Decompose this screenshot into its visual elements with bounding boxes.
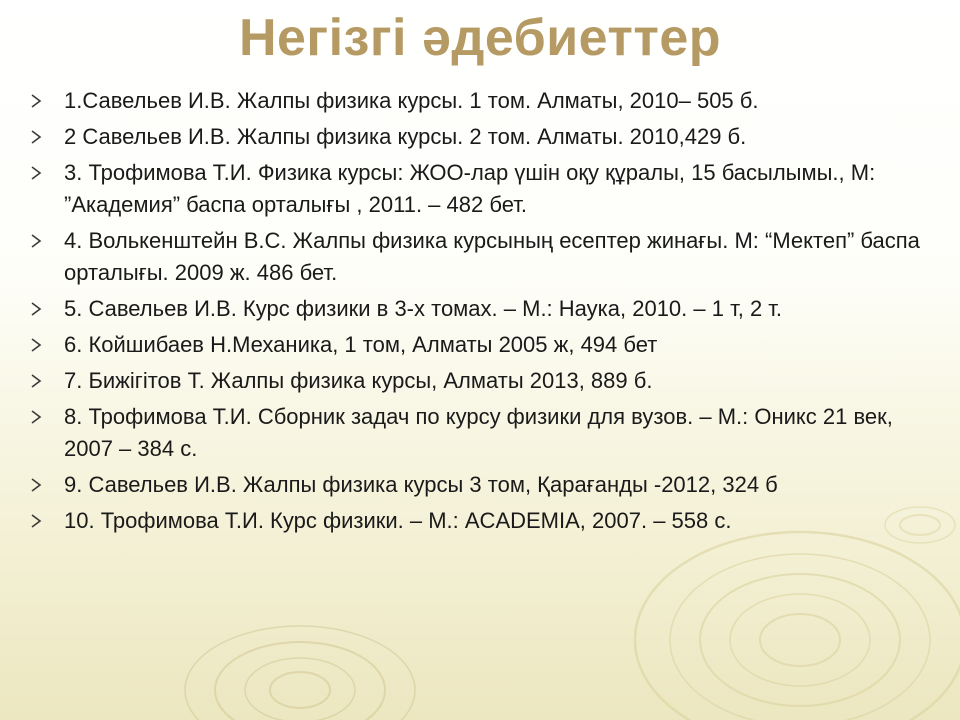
reference-text: 3. Трофимова Т.И. Физика курсы: ЖОО-лар үшін оқу құралы, 15 басылымы., М: ”Академия” баспа орталығы , 2011. – 482 бет. (64, 160, 876, 217)
reference-list (30, 85, 945, 541)
reference-item (30, 329, 945, 361)
reference-item (30, 401, 945, 465)
arrow-bullet-icon (30, 122, 44, 152)
arrow-bullet-icon (30, 86, 44, 116)
arrow-bullet-icon (30, 158, 44, 188)
arrow-bullet-icon (30, 366, 44, 396)
reference-text: 5. Савельев И.В. Курс физики в 3-х томах. – М.: Наука, 2010. – 1 т, 2 т. (64, 296, 783, 321)
reference-text: 9. Савельев И.В. Жалпы физика курсы 3 том, Қарағанды -2012, 324 б (64, 472, 778, 497)
reference-text: 8. Трофимова Т.И. Сборник задач по курсу физики для вузов. – М.: Оникс 21 век, 2007 – 384 с. (64, 404, 893, 461)
reference-item (30, 365, 945, 397)
reference-text: 2 Савельев И.В. Жалпы физика курсы. 2 том. Алматы. 2010,429 б. (64, 124, 747, 149)
reference-text: 1.Савельев И.В. Жалпы физика курсы. 1 том. Алматы, 2010– 505 б. (64, 88, 759, 113)
reference-text: 10. Трофимова Т.И. Курс физики. – М.: ACADEMIA, 2007. – 558 с. (64, 508, 732, 533)
arrow-bullet-icon (30, 506, 44, 536)
reference-item (30, 505, 945, 537)
reference-item (30, 293, 945, 325)
reference-text: 6. Койшибаев Н.Механика, 1 том, Алматы 2005 ж, 494 бет (64, 332, 658, 357)
arrow-bullet-icon (30, 470, 44, 500)
arrow-bullet-icon (30, 294, 44, 324)
reference-text: 4. Волькенштейн В.С. Жалпы физика курсының есептер жинағы. М: “Мектеп” баспа орталығы. 2009 ж. 486 бет. (64, 228, 920, 285)
slide-title: Негізгі әдебиеттер (238, 9, 722, 67)
reference-text: 7. Бижігітов Т. Жалпы физика курсы, Алматы 2013, 889 б. (64, 368, 653, 393)
arrow-bullet-icon (30, 226, 44, 256)
reference-item (30, 469, 945, 501)
reference-item (30, 121, 945, 153)
arrow-bullet-icon (30, 402, 44, 432)
reference-item (30, 157, 945, 221)
arrow-bullet-icon (30, 330, 44, 360)
reference-item (30, 225, 945, 289)
reference-item (30, 85, 945, 117)
